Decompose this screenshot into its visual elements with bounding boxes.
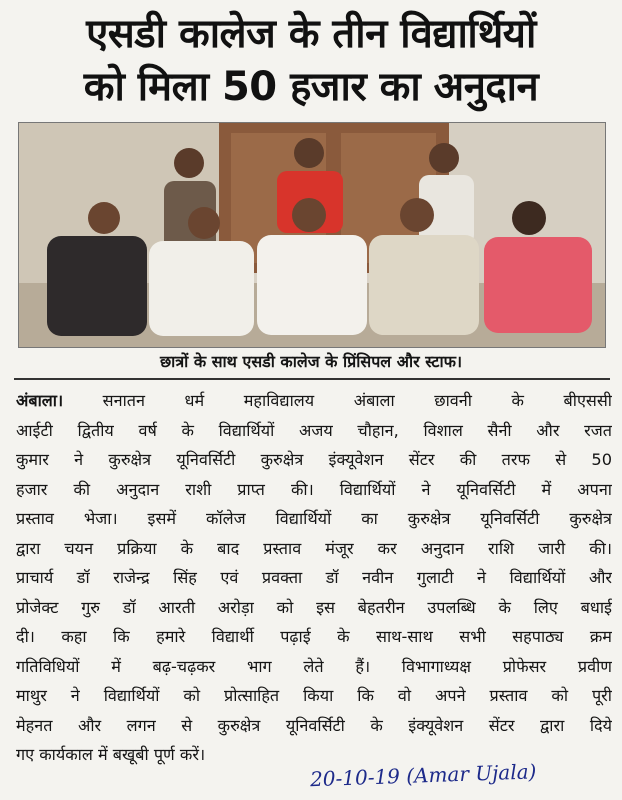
article-line: द्वारा चयन प्रक्रिया के बाद प्रस्ताव मंजूर कर अनुदान राशि जारी की। bbox=[16, 538, 612, 558]
photo-caption: छात्रों के साथ एसडी कालेज के प्रिंसिपल और स्टाफ। bbox=[159, 352, 463, 371]
article-line: गतिविधियों में बढ़-चढ़कर भाग लेते हैं। विभागाध्यक्ष प्रोफेसर प्रवीण bbox=[16, 656, 612, 676]
dateline: अंबाला। bbox=[16, 391, 64, 410]
headline bbox=[0, 8, 622, 114]
headline-line-2: को मिला 50 हजार का अनुदान bbox=[83, 64, 539, 110]
article-line: गए कार्यकाल में बखूबी पूर्ण करें। bbox=[16, 745, 206, 764]
article-line: मेहनत और लगन से कुरुक्षेत्र यूनिवर्सिटी के इंक्यूवेशन सेंटर द्वारा दिये bbox=[16, 715, 612, 735]
article-line: दी। कहा कि हमारे विद्यार्थी पढ़ाई के साथ-साथ सभी सहपाठ्य क्रम bbox=[16, 627, 612, 646]
article-line: हजार की अनुदान राशी प्राप्त की। विद्यार्थियों ने यूनिवर्सिटी में अपना bbox=[16, 479, 612, 499]
article-body bbox=[16, 386, 612, 770]
handwritten-date-note: 20-10-19 (Amar Ujala) bbox=[309, 759, 537, 792]
article-line: प्राचार्य डॉ राजेन्द्र सिंह एवं प्रवक्ता डॉ नवीन गुलाटी ने विद्यार्थियों और bbox=[16, 568, 612, 587]
group-photo-illustration bbox=[19, 123, 605, 347]
article-line: माथुर ने विद्यार्थियों को प्रोत्साहित किया कि वो अपने प्रस्ताव को पूरी bbox=[16, 686, 612, 705]
article-line: अंबाला। सनातन धर्म महाविद्यालय अंबाला छावनी के बीएससी bbox=[16, 391, 612, 410]
headline-line-1: एसडी कालेज के तीन विद्यार्थियों bbox=[86, 11, 536, 57]
article-line: प्रस्ताव भेजा। इसमें कॉलेज विद्यार्थियों का कुरुक्षेत्र यूनिवर्सिटी कुरुक्षेत्र bbox=[16, 509, 612, 528]
divider bbox=[14, 378, 610, 380]
article-line: प्रोजेक्ट गुरु डॉ आरती अरोड़ा को इस बेहतरीन उपलब्धि के लिए बधाई bbox=[16, 597, 612, 617]
article-line: कुमार ने कुरुक्षेत्र यूनिवर्सिटी कुरुक्षेत्र इंक्यूवेशन सेंटर की तरफ से 50 bbox=[16, 450, 612, 469]
group-photo bbox=[18, 122, 606, 348]
article-line: आईटी द्वितीय वर्ष के विद्यार्थियों अजय चौहान, विशाल सैनी और रजत bbox=[16, 420, 612, 440]
